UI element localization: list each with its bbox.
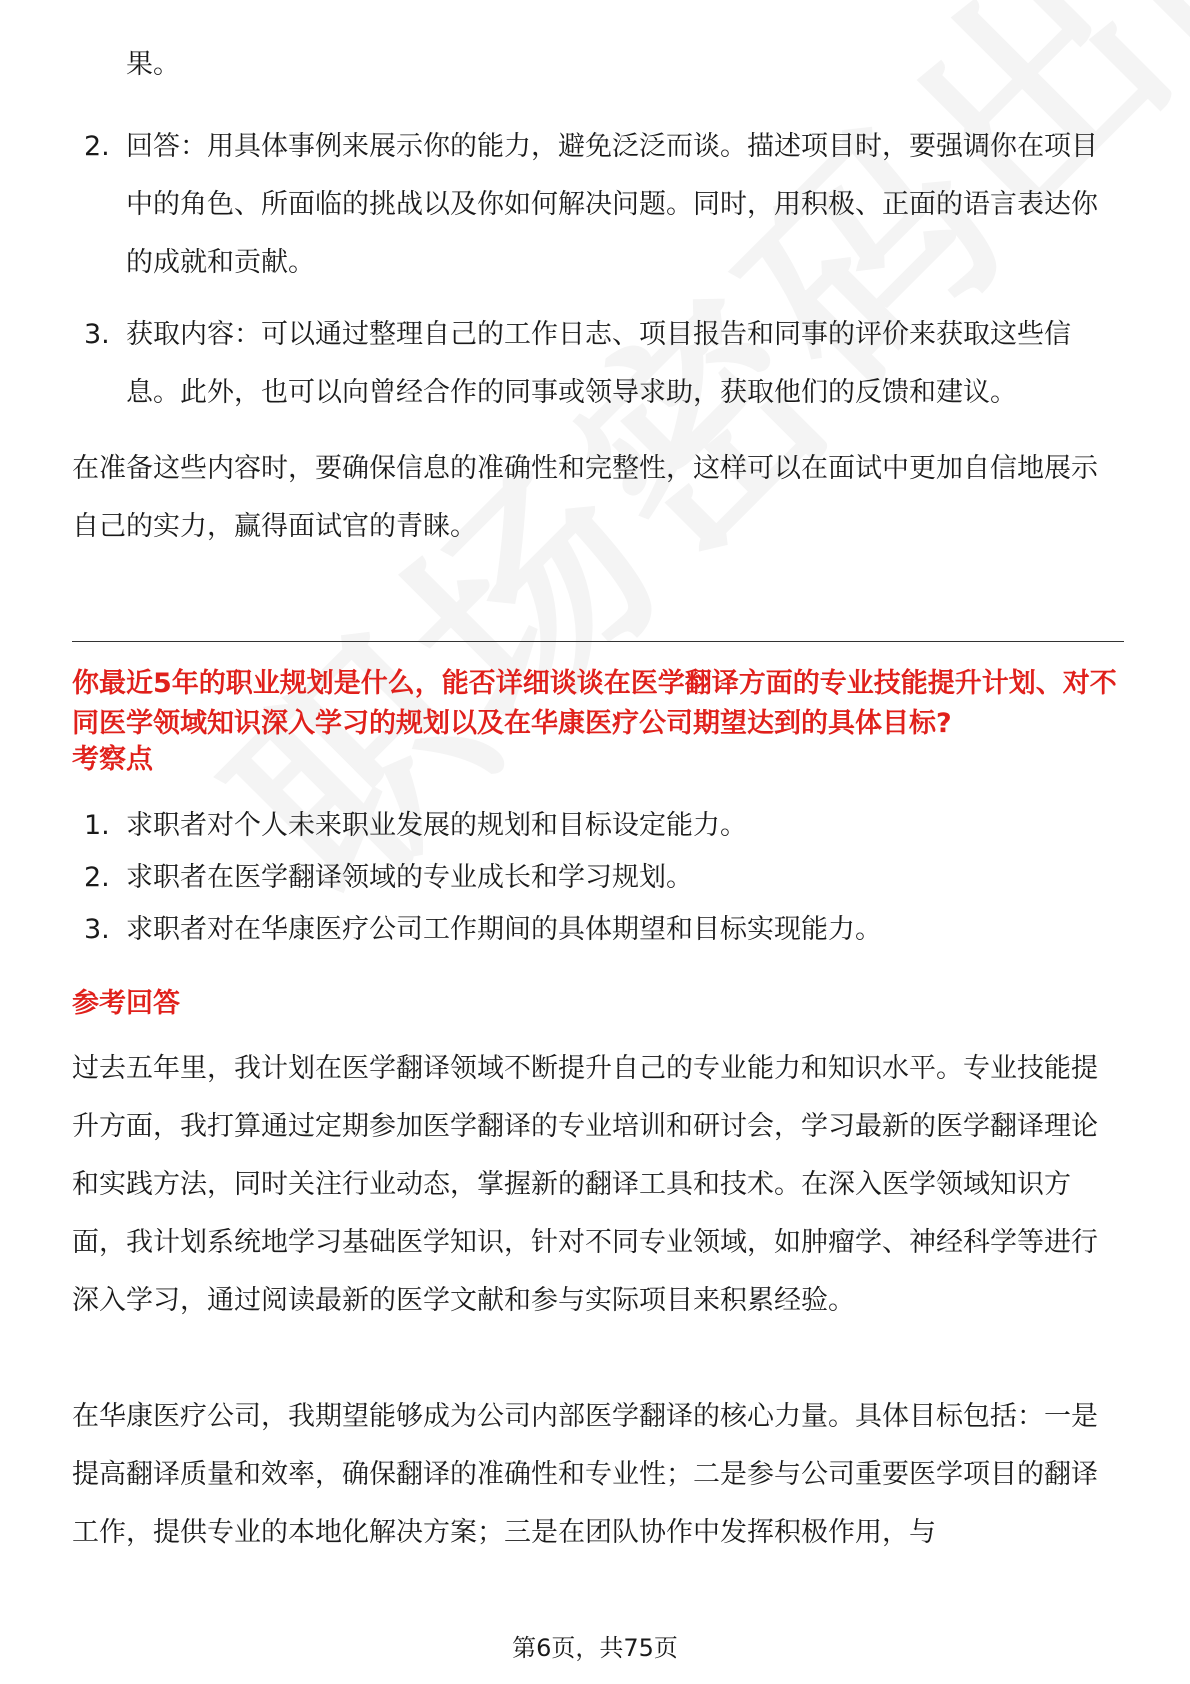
list-item	[84, 806, 1124, 846]
list-text: 求职者对在华康医疗公司工作期间的具体期望和目标实现能力。	[126, 914, 882, 945]
closing-paragraph: 在准备这些内容时，要确保信息的准确性和完整性，这样可以在面试中更加自信地展示自己的实力，赢得面试官的青睐。	[72, 453, 1098, 542]
list-item	[84, 910, 1124, 950]
page-footer: 第6页，共75页	[512, 1634, 678, 1662]
answer-paragraph: 在华康医疗公司，我期望能够成为公司内部医学翻译的核心力量。具体目标包括：一是提高翻译质量和效率，确保翻译的准确性和专业性；二是参与公司重要医学项目的翻译工作，提供专业的本地化解决方案；三是在团队协作中发挥积极作用，与	[72, 1401, 1098, 1548]
question-heading: 你最近5年的职业规划是什么，能否详细谈谈在医学翻译方面的专业技能提升计划、对不同医学领域知识深入学习的规划以及在华康医疗公司期望达到的具体目标?	[72, 668, 1117, 739]
list-number: 3.	[84, 914, 110, 945]
points-heading: 考察点	[72, 744, 153, 775]
list-number: 3.	[84, 319, 110, 350]
answer-paragraph: 过去五年里，我计划在医学翻译领域不断提升自己的专业能力和知识水平。专业技能提升方面，我打算通过定期参加医学翻译的专业培训和研讨会，学习最新的医学翻译理论和实践方法，同时关注行业动态，掌握新的翻译工具和技术。在深入医学领域知识方面，我计划系统地学习基础医学知识，针对不同专业领域，如肿瘤学、神经科学等进行深入学习，通过阅读最新的医学文献和参与实际项目来积累经验。	[72, 1053, 1098, 1316]
answer-heading: 参考回答	[72, 988, 180, 1019]
list-text: 求职者在医学翻译领域的专业成长和学习规划。	[126, 862, 693, 893]
list-item	[84, 118, 1124, 292]
continuation-text: 果。	[126, 49, 180, 80]
section-divider	[72, 641, 1124, 642]
list-text: 求职者对个人未来职业发展的规划和目标设定能力。	[126, 810, 747, 841]
list-item	[84, 306, 1124, 422]
list-number: 1.	[84, 810, 110, 841]
list-number: 2.	[84, 862, 110, 893]
list-text: 回答：用具体事例来展示你的能力，避免泛泛而谈。描述项目时，要强调你在项目中的角色、所面临的挑战以及你如何解决问题。同时，用积极、正面的语言表达你的成就和贡献。	[126, 131, 1098, 278]
list-text: 获取内容：可以通过整理自己的工作日志、项目报告和同事的评价来获取这些信息。此外，也可以向曾经合作的同事或领导求助，获取他们的反馈和建议。	[126, 319, 1071, 408]
list-number: 2.	[84, 131, 110, 162]
list-item	[84, 858, 1124, 898]
